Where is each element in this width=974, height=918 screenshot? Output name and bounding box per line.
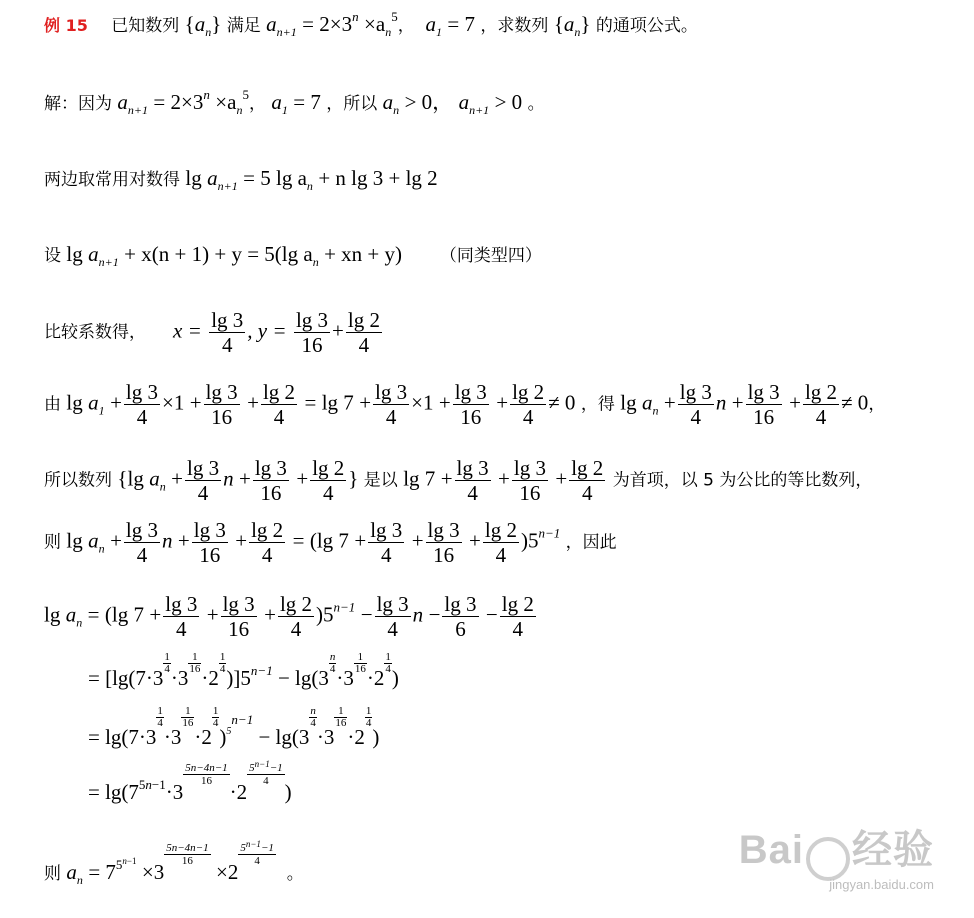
solution-line-6: 所以数列 {lg $a_n$ + $\frac{\lg 3}{4}$ n + $\frac{\lg 3}{16}$ + $\frac{\lg 2}{4}$ } 是以 lg 7 + $\frac{\lg 3}{4}$ + $\frac{\lg 3}{16}$ + $\frac{\lg 2}{4}$ 为首项，以 5 为公比的等比数列， — [44, 456, 873, 505]
derivation-step-4: = $\lg(7^{5n-1}\cdot 3$ $\frac{5n-4n-1}{16}$ ·2 $\frac{5^{n-1}-1}{4}$ ) — [88, 759, 292, 804]
derivation-step-1: $\lg a_n = (\lg$ 7 + $\frac{\lg 3}{4}$ + $\frac{\lg 3}{16}$ + $\frac{\lg 2}{4}$ )$5^{n-1}$ − $\frac{\lg 3}{4}$ n − $\frac{\lg 3}{6}$ − $\frac{\lg 2}{4}$ — [44, 592, 534, 641]
problem-statement: 例 15 已知数列 $\{a_n\}$ 满足 $a_{n+1} = 2\times 3^n \times a_n^5$， $a_1 = 7$ ，求数列 $\{a_n\}$ 的通项公式。 — [44, 9, 698, 39]
derivation-step-3: = lg(7·3 $\frac{1}{4}$ ·3 $\frac{1}{16}$ ·2 $\frac{1}{4}$ )$^{5^{n-1}}$ − lg(3 $\frac{n}{4}$ ·3 $\frac{1}{16}$ ·2 $\frac{1}{4}$ ) — [88, 705, 380, 749]
solution-line-1: 解：因为 $a_{n+1} = 2\times 3^n \times a_n^5$， $a_1 = 7$ ，所以 $a_n > 0$， $a_{n+1} > 0$ 。 — [44, 87, 545, 117]
final-answer: 则 $a_n = 7^{5^{n-1}} \times 3$ $\frac{5n-4n-1}{16}$ ×2 $\frac{5^{n-1}-1}{4}$ 。 — [44, 839, 304, 887]
example-label: 例 15 — [44, 16, 88, 35]
solution-line-5: 由 $\lg a_1$ + $\frac{\lg 3}{4}$ ×1 + $\frac{\lg 3}{16}$ + $\frac{\lg 2}{4}$ = lg 7 + $\frac{\lg 3}{4}$ ×1 + $\frac{\lg 3}{16}$ + $\frac{\lg 2}{4}$ ≠ 0 ，得 $\lg a_n$ + $\frac{\lg 3}{4}$ n + $\frac{\lg 3}{16}$ + $\frac{\lg 2}{4}$ ≠ 0， — [44, 380, 886, 429]
baidu-jingyan-watermark: Bai 经验 jingyan.baidu.com — [738, 828, 934, 892]
solution-line-4: 比较系数得， x = $\frac{\lg 3}{4}$ , y = $\frac{\lg 3}{16}$ + $\frac{\lg 2}{4}$ — [44, 308, 380, 357]
solution-line-7: 则 $\lg a_n$ + $\frac{\lg 3}{4}$ n + $\frac{\lg 3}{16}$ + $\frac{\lg 2}{4}$ = (lg 7 + $\frac{\lg 3}{4}$ + $\frac{\lg 3}{16}$ + $\frac{\lg 2}{4}$ )$5^{n-1}$ ，因此 — [44, 518, 617, 567]
paw-icon — [806, 837, 850, 881]
solution-line-2: 两边取常用对数得 $\lg a_{n+1} = 5$ $\lg a_n + n$ lg 3 + lg 2 — [44, 166, 438, 193]
derivation-step-2: = [lg(7·3 $\frac{1}{4}$ ·3 $\frac{1}{16}$ ·2 $\frac{1}{4}$ )]$5^{n-1} - \lg(3$ $\frac{n}{4}$ ·3 $\frac{1}{16}$ ·2 $\frac{1}{4}$ ) — [88, 651, 399, 690]
solution-line-3: 设 $\lg a_{n+1} + x(n + 1) + y = 5(\lg$ $a_n$ + xn + y) （同类型四） — [44, 242, 542, 269]
